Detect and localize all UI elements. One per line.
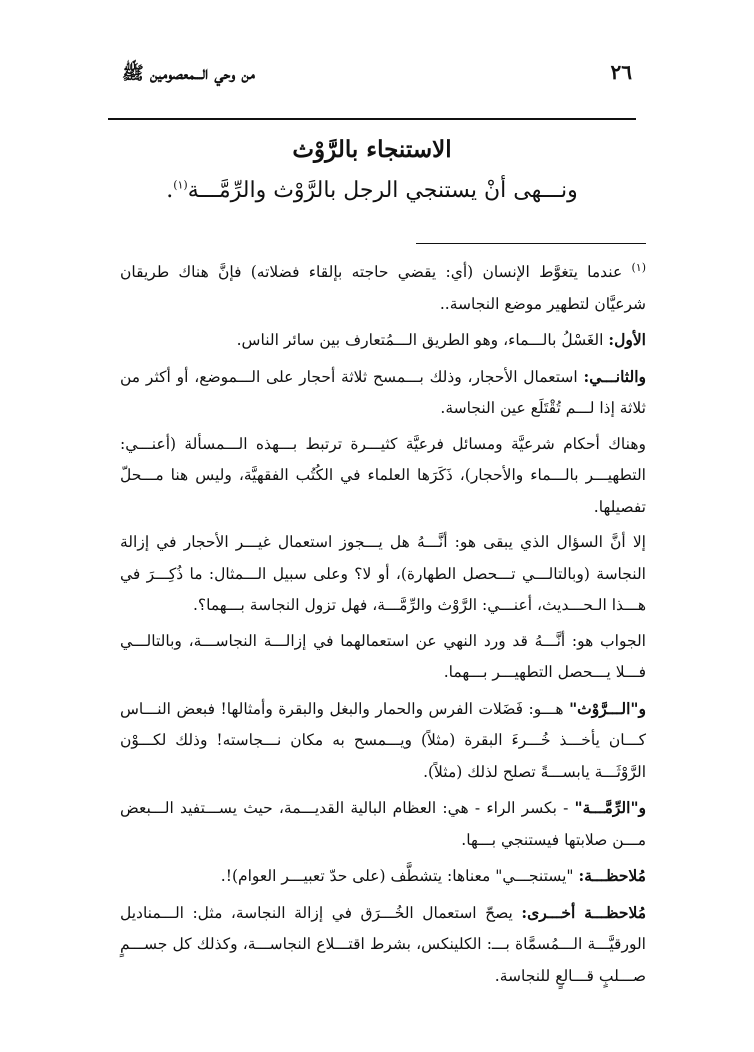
paragraph-first-method <box>120 324 646 357</box>
hadith-end: . <box>166 178 174 203</box>
footnote-paragraph <box>120 252 646 320</box>
paragraph-text: - بكسر الراء - هي: العظام البالية القديـــمة، حيث يســـتفيد الـــبعض مـــن صلابتها فيستنجي بـــها. <box>120 799 646 849</box>
paragraph-answer <box>120 626 646 689</box>
section-title: الاستنجاء بالرَّوْث <box>292 136 452 163</box>
paragraph-text: وهناك أحكام شرعيَّة ومسائل فرعيَّة كثيـــرة ترتبط بـــهذه الـــمسألة (أعنـــي: التطهيـــر بالـــماء والأحجار)، ذَكَرَها العلماء في الكُتُب الفقهيَّة، وليس هنا مـــحلّ تفصيلها. <box>120 434 646 516</box>
footnote-marker: (١) <box>631 261 646 274</box>
paragraph-lead: و"الرِّمَّـــة" <box>574 798 646 818</box>
paragraph-text: الغَسْلُ بالـــماء، وهو الطريق الـــمُتعارف بين سائر الناس. <box>236 331 609 350</box>
running-title: من وحي الـــمعصومين ﷺ <box>122 63 255 84</box>
page-header <box>112 58 632 92</box>
paragraph-lead: والثانـــي: <box>583 366 646 386</box>
paragraph-lead: مُلاحظـــة: <box>578 866 646 886</box>
paragraph-lead: الأول: <box>608 330 646 350</box>
paragraph-note <box>120 860 646 893</box>
paragraph-text: الجواب هو: أنَّـــهُ قد ورد النهي عن استعمالهما في إزالـــة النجاســـة، وبالتالـــي فـــلا يـــحصل التطهيـــر بـــهما. <box>120 631 646 682</box>
hadith-text <box>108 178 636 203</box>
paragraph-rulings <box>120 429 646 524</box>
paragraph-another-note <box>120 897 646 993</box>
paragraph-lead: مُلاحظـــة أخـــرى: <box>521 902 646 922</box>
paragraph-text: يصحّ استعمال الخُـــرَق في إزالة النجاسة، مثل: الـــمناديل الورقيَّـــة الـــمُسمَّاة بـــ: الكلينكس، بشرط اقتـــلاع النجاســـة، وكذلك كل جســـمٍ صـــلبٍ قـــالعٍ للنجاسة. <box>120 903 646 985</box>
paragraph-text: إلا أنَّ السؤال الذي يبقى هو: أنَّـــهُ هل يـــجوز استعمال غيـــر الأحجار في إزالة النجاسة (وبالتالـــي تـــحصل الطهارة)، أو لا؟ وعلى سبيل الـــمثال: ما ذُكِـــرَ في هـــذا الـحـــديث، أعنـــي: الرَّوْث والرِّمَّـــة، فهل تزول النجاسة بـــهما؟. <box>120 533 646 615</box>
paragraph-text: هـــو: فَضَلات الفرس والحمار والبغل والبقرة وأمثالها! فبعض النـــاس كـــان يأخـــذ خُـــرءَ البقرة (مثلاً) ويـــمسح به مكان نـــجاسته! وذلك لكـــوْن الرَّوْثَـــة يابســـةً تصلح لذلك (مثلاً). <box>120 699 646 781</box>
hadith-body: ونـــهى أنْ يستنجي الرجل بالرَّوْث والرِّمَّـــة <box>187 178 578 203</box>
paragraph-rawth-definition <box>120 693 646 789</box>
paragraph-rimma-definition <box>120 792 646 856</box>
footnote-reference: (١) <box>173 178 188 192</box>
paragraph-text: "يستنجـــي" معناها: يتشطَّف (على حدّ تعبيـــر العوام)!. <box>220 867 579 886</box>
footnote-text: عندما يتغوَّط الإنسان (أي: يقضي حاجته بإلقاء فضلاته) فإنَّ هناك طريقان شرعيَّان لتطهير موضع النجاسة.. <box>120 263 646 313</box>
footnote-body <box>120 252 646 996</box>
paragraph-second-method <box>120 361 646 425</box>
paragraph-text: استعمال الأحجار، وذلك بـــمسح ثلاثة أحجار على الـــموضع، أو أكثر من ثلاثة إذا لـــم تُقْتَلَع عين النجاسة. <box>120 367 646 418</box>
header-rule <box>108 118 636 120</box>
page-number: ٢٦ <box>610 60 632 84</box>
paragraph-lead: و"الـــرَّوْث" <box>569 698 646 718</box>
footnote-rule <box>416 243 646 244</box>
paragraph-question <box>120 527 646 622</box>
